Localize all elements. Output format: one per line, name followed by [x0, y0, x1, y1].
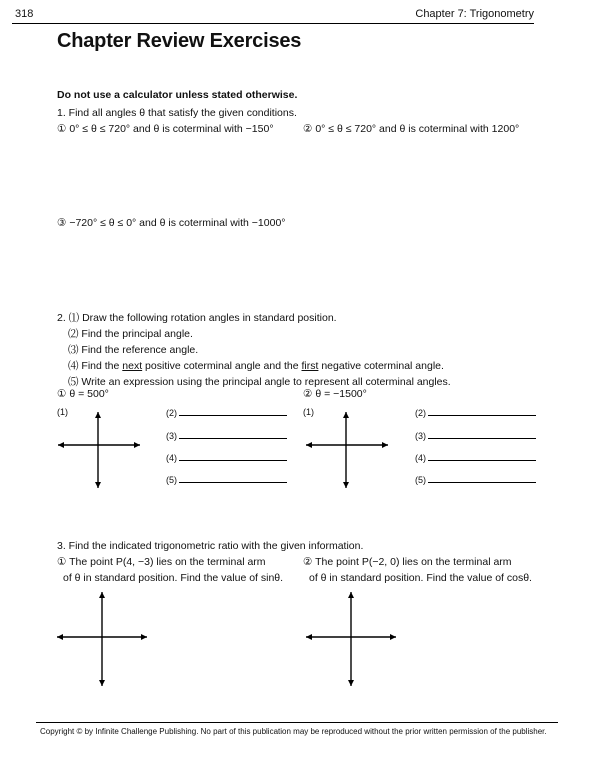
q2-right-answer-4: (4) — [415, 451, 536, 463]
q2-right-answer-2: (2) — [415, 406, 536, 418]
chapter-heading: Chapter 7: Trigonometry — [415, 8, 534, 20]
footer-rule — [36, 722, 558, 723]
q2-sub-4-text-c: negative coterminal angle. — [318, 360, 444, 372]
header-rule — [12, 23, 534, 24]
q2-sub-5: ⑸ Write an expression using the principal angle to represent all coterminal angles. — [68, 376, 451, 388]
q2-problem-1: ① θ = 500° — [57, 388, 109, 400]
q2-left-answer-2: (2) — [166, 406, 287, 418]
q3-part-a-line-2: of θ in standard position. Find the value of sinθ. — [63, 572, 284, 584]
q2-right-axes — [306, 412, 388, 488]
q2-sub-4-text-a: ⑷ Find the — [68, 360, 123, 372]
q2-sub-4-first: first — [301, 360, 319, 372]
q2-stem: 2. ⑴ Draw the following rotation angles in standard position. — [57, 312, 337, 324]
q3-left-axes — [57, 592, 147, 686]
q1-part-b: ② 0° ≤ θ ≤ 720° and θ is coterminal with 1200° — [303, 123, 520, 135]
q2-sub-3: ⑶ Find the reference angle. — [68, 344, 199, 356]
q2-left-axes — [58, 412, 140, 488]
q1-stem: 1. Find all angles θ that satisfy the given conditions. — [57, 107, 297, 119]
q3-part-b-line-1: ② The point P(−2, 0) lies on the terminal arm — [303, 556, 512, 568]
q2-right-answer-5: (5) — [415, 473, 536, 485]
q2-sub-4-text-b: positive coterminal angle and the — [142, 360, 302, 372]
q3-part-b-line-2: of θ in standard position. Find the value of cosθ. — [309, 572, 532, 584]
q2-sub-4 — [68, 358, 444, 373]
page-title: Chapter Review Exercises — [57, 30, 302, 52]
q2-left-label-1: (1) — [57, 407, 68, 417]
q2-right-answer-3: (3) — [415, 429, 536, 441]
q2-right-label-1: (1) — [303, 407, 314, 417]
q2-sub-4-next: next — [122, 360, 143, 372]
q2-left-answer-4: (4) — [166, 451, 287, 463]
q3-part-a-line-1: ① The point P(4, −3) lies on the terminal arm — [57, 556, 266, 568]
copyright-notice: Copyright © by Infinite Challenge Publishing. No part of this publication may be reproduced without the prior written permission of the publisher. — [40, 727, 547, 736]
page-number: 318 — [15, 8, 34, 20]
q2-problem-2: ② θ = −1500° — [303, 388, 367, 400]
q2-sub-2: ⑵ Find the principal angle. — [68, 328, 193, 340]
q2-left-answer-5: (5) — [166, 473, 287, 485]
q1-part-c: ③ −720° ≤ θ ≤ 0° and θ is coterminal with −1000° — [57, 217, 286, 229]
q2-left-answer-3: (3) — [166, 429, 287, 441]
instruction-text: Do not use a calculator unless stated otherwise. — [57, 89, 298, 101]
q1-part-a: ① 0° ≤ θ ≤ 720° and θ is coterminal with −150° — [57, 123, 274, 135]
q3-stem: 3. Find the indicated trigonometric ratio with the given information. — [57, 540, 364, 552]
q3-right-axes — [306, 592, 396, 686]
